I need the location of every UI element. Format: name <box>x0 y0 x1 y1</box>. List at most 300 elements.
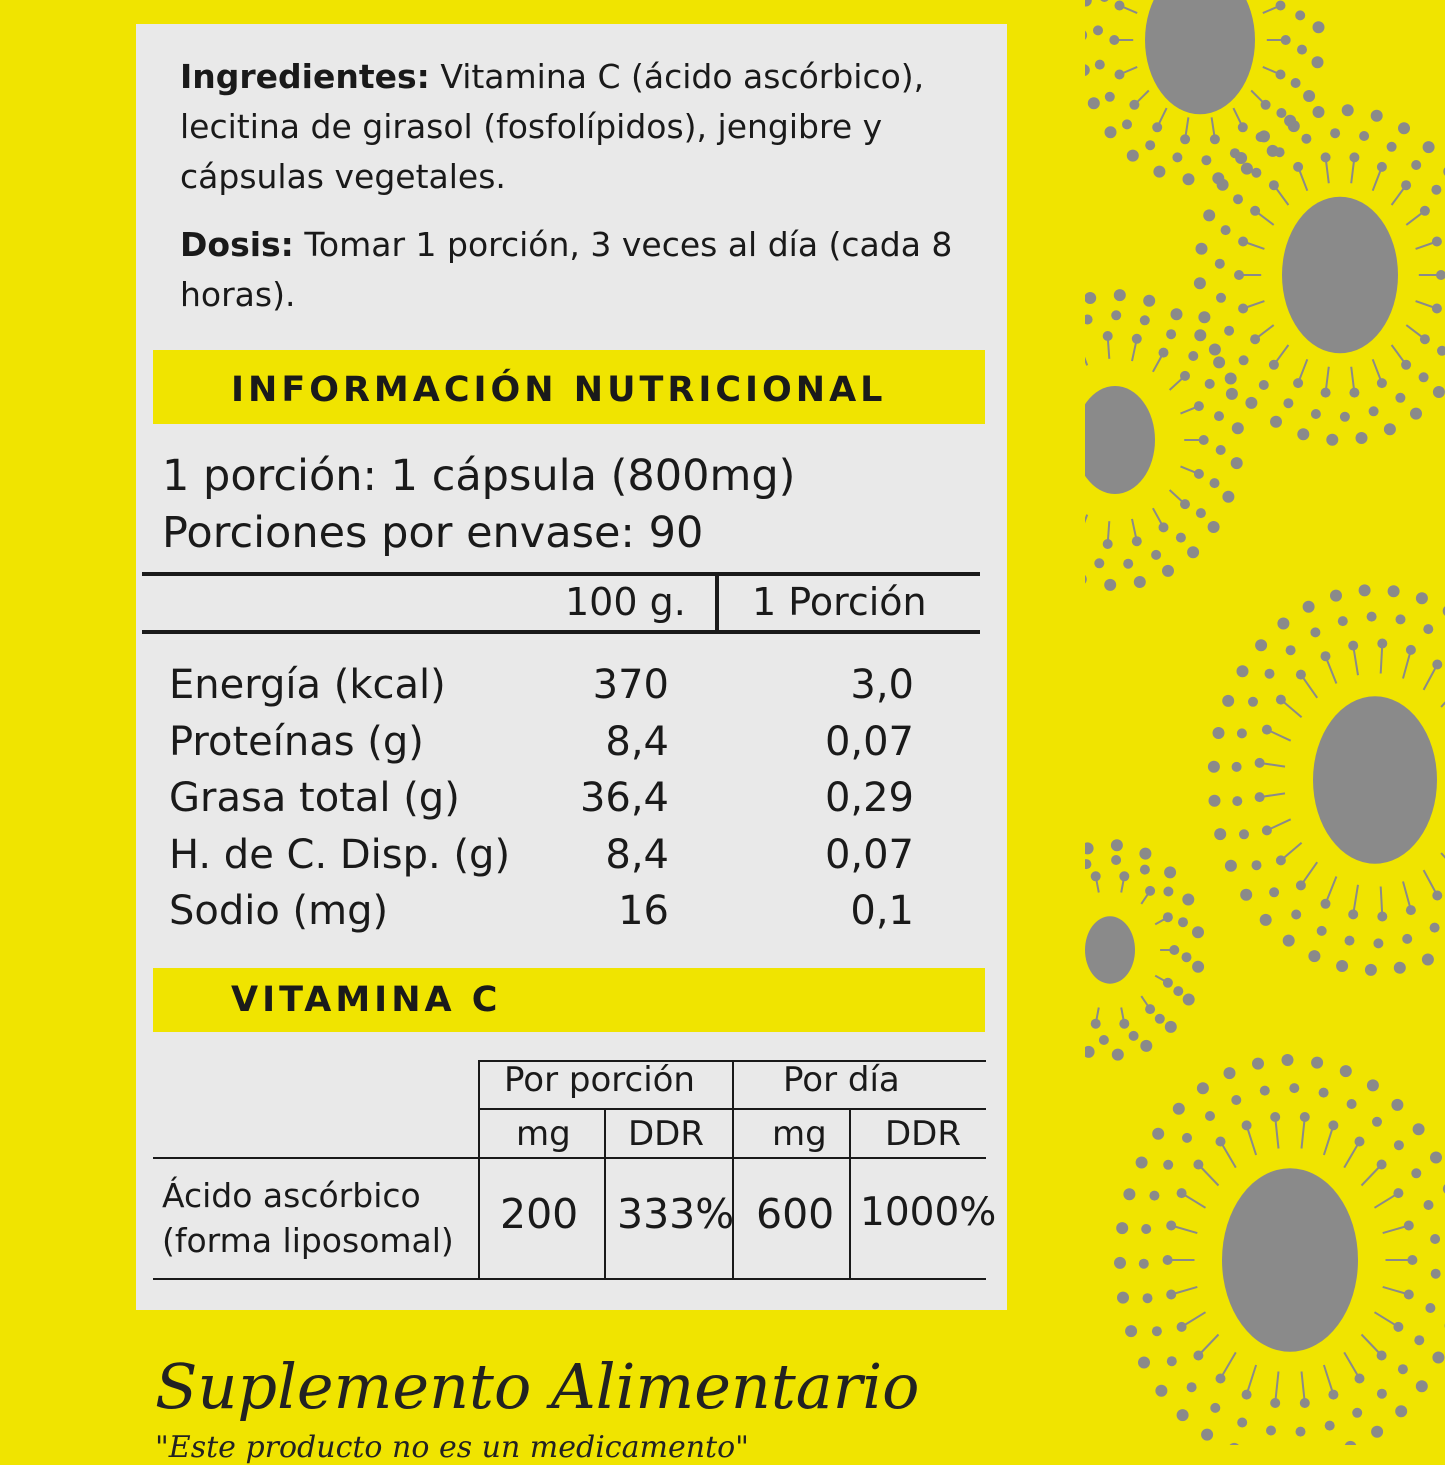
liposome-tail <box>1198 1335 1218 1356</box>
liposome-bead <box>1167 1356 1177 1366</box>
liposome-tail <box>1344 1352 1359 1378</box>
liposome-tail <box>1302 1117 1305 1149</box>
liposome-tail <box>1302 1372 1305 1404</box>
liposome-bead <box>1127 150 1139 162</box>
liposome-bead <box>1182 894 1194 906</box>
liposome-bead <box>1393 1188 1403 1198</box>
liposome-bead <box>1196 243 1208 255</box>
liposome-bead <box>1123 559 1133 569</box>
liposome-tail <box>1424 665 1438 690</box>
liposome-bead <box>1129 1031 1139 1041</box>
liposome-bead <box>1208 521 1220 533</box>
liposome-bead <box>1286 645 1296 655</box>
liposome-bead <box>1425 1303 1435 1313</box>
liposome-bead <box>1240 889 1252 901</box>
liposome-bead <box>1141 1224 1151 1234</box>
liposome-bead <box>1105 92 1115 102</box>
liposome-bead <box>1166 329 1176 339</box>
liposome-tail <box>1326 656 1337 683</box>
liposome-bead <box>1259 380 1269 390</box>
liposome-bead <box>1283 398 1293 408</box>
liposome-bead <box>1371 1426 1383 1438</box>
liposome-bead <box>1134 576 1146 588</box>
liposome-bead <box>1430 1234 1440 1244</box>
liposome-bead <box>1419 372 1429 382</box>
liposome-core <box>1085 386 1155 494</box>
liposome-tail <box>1298 359 1307 383</box>
liposome-bead <box>1371 110 1383 122</box>
liposome-bead <box>1372 1117 1382 1127</box>
liposome-bead <box>1311 1057 1323 1069</box>
value-per-serving: 0,29 <box>825 775 914 821</box>
liposome-bead <box>1239 829 1249 839</box>
liposome-pattern-icon <box>1085 0 1445 1445</box>
liposome-bead <box>1214 828 1226 840</box>
liposome-bead <box>1183 994 1195 1006</box>
liposome-bead <box>1413 1123 1425 1135</box>
liposome-bead <box>1345 1441 1357 1445</box>
liposome-bead <box>1111 839 1123 851</box>
liposome-tail <box>1182 1193 1206 1208</box>
liposome-tail <box>1375 1312 1399 1327</box>
nutrient-name: H. de C. Disp. (g) <box>169 832 510 878</box>
liposome-tail <box>1403 882 1411 911</box>
liposome-bead <box>1336 960 1348 972</box>
liposome-bead <box>1365 964 1377 976</box>
liposome-bead <box>1317 926 1327 936</box>
liposome-bead <box>1295 10 1305 20</box>
liposome-bead <box>1377 162 1387 172</box>
liposome-bead <box>1398 1364 1408 1374</box>
vitamin-table-divider <box>604 1108 606 1280</box>
liposome-bead <box>1198 311 1210 323</box>
value-per-serving: 3,0 <box>850 662 914 708</box>
liposome-bead <box>1122 119 1132 129</box>
liposome-bead <box>1149 1191 1159 1201</box>
liposome-bead <box>1152 1326 1162 1336</box>
liposome-bead <box>1231 457 1243 469</box>
liposome-bead <box>1192 926 1204 938</box>
liposome-bead <box>1291 78 1301 88</box>
liposome-bead <box>1342 104 1354 116</box>
liposome-bead <box>1255 639 1267 651</box>
liposome-bead <box>1232 762 1242 772</box>
liposome-bead <box>1085 292 1096 304</box>
liposome-bead <box>1163 1160 1173 1170</box>
liposome-bead <box>1210 1403 1220 1413</box>
table-row <box>169 888 929 944</box>
liposome-bead <box>1164 866 1176 878</box>
liposome-bead <box>1222 695 1234 707</box>
liposome-core <box>1282 197 1398 354</box>
liposome-bead <box>1416 592 1428 604</box>
liposome-bead <box>1099 1035 1109 1045</box>
liposome-bead <box>1155 1014 1165 1024</box>
liposome-bead <box>1270 416 1282 428</box>
nutrition-label-panel <box>136 24 1007 1310</box>
liposome-bead <box>1340 412 1350 422</box>
liposome-bead <box>1303 90 1315 102</box>
liposome-bead <box>1424 1200 1434 1210</box>
liposome-bead <box>1171 308 1183 320</box>
liposome-bead <box>1085 842 1094 854</box>
liposome-tail <box>1085 344 1087 365</box>
liposome-bead <box>1111 310 1121 320</box>
liposome-core <box>1085 916 1135 984</box>
value-per-100g: 36,4 <box>580 775 669 821</box>
liposome-bead <box>1178 917 1188 927</box>
liposome-bead <box>1303 601 1315 613</box>
liposome-bead <box>1313 106 1325 118</box>
liposome-bead <box>1225 373 1237 385</box>
liposome-bead <box>1205 379 1215 389</box>
value-per-serving: 0,1 <box>850 888 914 934</box>
liposome-bead <box>1192 961 1204 973</box>
liposome-bead <box>1330 128 1340 138</box>
table-row <box>169 775 929 831</box>
liposome-bead <box>1194 277 1206 289</box>
liposome-bead <box>1248 697 1258 707</box>
liposome-bead <box>1233 194 1243 204</box>
value-per-serving: 0,07 <box>825 719 914 765</box>
per-day-ddr: 1000% <box>860 1190 996 1235</box>
table-top-rule <box>142 572 980 576</box>
liposome-bead <box>1099 0 1109 2</box>
liposome-bead <box>1432 660 1442 670</box>
liposome-tail <box>1326 877 1337 904</box>
liposome-bead <box>1338 616 1348 626</box>
liposome-bead <box>1205 1111 1215 1121</box>
liposome-tail <box>1301 862 1317 885</box>
liposome-tail <box>1403 650 1411 679</box>
group-header-per-serving: Por porción <box>504 1060 695 1100</box>
liposome-bead <box>1432 1352 1444 1364</box>
liposome-bead <box>1239 355 1249 365</box>
liposome-bead <box>1182 1133 1192 1143</box>
liposome-bead <box>1163 887 1173 897</box>
liposome-bead <box>1177 1409 1189 1421</box>
liposome-bead <box>1085 29 1087 41</box>
liposome-bead <box>1359 584 1371 596</box>
liposome-tail <box>1373 359 1382 383</box>
liposome-bead <box>1139 1259 1149 1269</box>
liposome-bead <box>1163 912 1173 922</box>
liposome-bead <box>1387 142 1397 152</box>
table-row <box>169 662 929 718</box>
liposome-tail <box>1353 646 1358 676</box>
liposome-bead <box>1222 491 1234 503</box>
liposome-bead <box>1359 131 1369 141</box>
liposome-tail <box>1247 1125 1257 1155</box>
liposome-tail <box>1153 508 1164 527</box>
liposome-tail <box>1251 91 1265 105</box>
liposome-bead <box>1297 428 1309 440</box>
vitamin-heading: VITAMINA C <box>231 980 501 1020</box>
liposome-bead <box>1093 25 1103 35</box>
liposome-bead <box>1377 1389 1387 1399</box>
group-header-per-day: Por día <box>783 1060 900 1100</box>
liposome-bead <box>1432 304 1442 314</box>
liposome-bead <box>1125 1325 1137 1337</box>
liposome-bead <box>1232 422 1244 434</box>
liposome-tail <box>1182 1312 1206 1327</box>
liposome-bead <box>1237 1418 1247 1428</box>
liposome-bead <box>1277 618 1289 630</box>
vitamin-table-rule <box>153 1278 986 1280</box>
liposome-bead <box>1111 855 1121 865</box>
liposome-bead <box>1326 434 1338 446</box>
liposome-bead <box>1238 237 1248 247</box>
liposome-bead <box>1367 612 1377 622</box>
liposome-bead <box>1431 1269 1441 1279</box>
liposome-tail <box>1171 1287 1197 1295</box>
liposome-bead <box>1352 1408 1362 1418</box>
liposome-tail <box>1392 185 1407 205</box>
servings-per-container: Porciones por envase: 90 <box>162 505 703 562</box>
liposome-bead <box>1105 126 1117 138</box>
liposome-tail <box>1441 853 1445 874</box>
liposome-bead <box>1297 45 1307 55</box>
col-header-ddr: DDR <box>628 1114 704 1154</box>
liposome-bead <box>1232 796 1242 806</box>
liposome-bead <box>1095 60 1105 70</box>
col-header-serving: 1 Porción <box>752 580 927 624</box>
liposome-bead <box>1143 295 1155 307</box>
liposome-tail <box>1375 1193 1399 1208</box>
liposome-bead <box>1296 1427 1306 1437</box>
liposome-bead <box>1085 64 1090 76</box>
liposome-tail <box>1171 1226 1197 1234</box>
liposome-bead <box>1152 1128 1164 1140</box>
liposome-tail <box>1157 108 1166 127</box>
liposome-tail <box>1392 345 1407 365</box>
liposome-bead <box>1088 97 1100 109</box>
liposome-tail <box>1198 1165 1218 1186</box>
liposome-tail <box>1383 1226 1409 1234</box>
liposome-bead <box>1209 344 1221 356</box>
value-per-100g: 370 <box>593 662 669 708</box>
liposome-bead <box>1112 1049 1124 1061</box>
liposome-bead <box>1177 1188 1187 1198</box>
liposome-bead <box>1242 1120 1252 1130</box>
liposome-bead <box>1183 173 1195 185</box>
liposome-bead <box>1194 401 1204 411</box>
liposome-bead <box>1308 950 1320 962</box>
value-per-100g: 16 <box>618 888 669 934</box>
liposome-bead <box>1224 1067 1236 1079</box>
liposome-bead <box>1301 134 1311 144</box>
liposome-bead <box>1394 1140 1404 1150</box>
serving-size: 1 porción: 1 cápsula (800mg) <box>162 448 795 505</box>
liposome-bead <box>1151 550 1161 560</box>
liposome-bead <box>1182 952 1192 962</box>
liposome-bead <box>1291 910 1301 920</box>
liposome-tail <box>1441 686 1445 707</box>
liposome-bead <box>1117 1292 1129 1304</box>
liposome-bead <box>1136 1157 1148 1169</box>
liposome-bead <box>1347 1099 1357 1109</box>
liposome-tail <box>1255 211 1274 225</box>
vitamin-heading-band <box>153 968 985 1032</box>
liposome-bead <box>1422 954 1434 966</box>
liposome-bead <box>1162 565 1174 577</box>
liposome-bead <box>1432 237 1442 247</box>
liposome-bead <box>1187 546 1199 558</box>
liposome-bead <box>1260 914 1272 926</box>
liposome-bead <box>1085 859 1091 869</box>
liposome-bead <box>1209 795 1221 807</box>
liposome-tail <box>1233 108 1242 127</box>
liposome-bead <box>1094 558 1104 568</box>
liposome-core <box>1145 0 1255 114</box>
liposome-bead <box>1140 1040 1152 1052</box>
liposome-bead <box>1345 936 1355 946</box>
liposome-bead <box>1275 147 1285 157</box>
nutrient-name: Proteínas (g) <box>169 719 424 765</box>
liposome-bead <box>1414 1335 1424 1345</box>
liposome-bead <box>1140 315 1150 325</box>
per-serving-mg: 200 <box>500 1190 578 1238</box>
liposome-bead <box>1393 1322 1403 1332</box>
liposome-bead <box>1210 478 1220 488</box>
liposome-core <box>1222 1168 1358 1352</box>
liposome-bead <box>1369 406 1379 416</box>
liposome-bead <box>1241 163 1253 175</box>
liposome-bead <box>1153 166 1165 178</box>
per-serving-ddr: 333% <box>617 1190 734 1238</box>
vitamin-row-form: (forma liposomal) <box>162 1221 454 1260</box>
liposome-bead <box>1197 1082 1209 1094</box>
liposome-bead <box>1432 891 1442 901</box>
liposome-bead <box>1430 1152 1442 1164</box>
liposome-bead <box>1214 411 1224 421</box>
vitamin-row-name: Ácido ascórbico <box>162 1176 421 1215</box>
liposome-bead <box>1085 315 1093 325</box>
liposome-bead <box>1433 386 1445 398</box>
footer-subtitle: "Este producto no es un medicamento" <box>155 1430 749 1465</box>
liposome-tail <box>1221 1142 1236 1168</box>
liposome-bead <box>1411 1168 1421 1178</box>
liposome-bead <box>1194 469 1204 479</box>
liposome-tail <box>1275 1117 1278 1149</box>
liposome-tail <box>1406 211 1425 225</box>
liposome-tail <box>1324 1365 1334 1395</box>
liposome-bead <box>1395 1405 1407 1417</box>
liposome-bead <box>1196 508 1206 518</box>
liposome-bead <box>1266 1426 1276 1436</box>
dosage-label: Dosis: <box>180 225 294 264</box>
liposome-bead <box>1289 1083 1299 1093</box>
liposome-tail <box>1267 730 1291 741</box>
liposome-bead <box>1221 225 1231 235</box>
nutrient-name: Sodio (mg) <box>169 888 388 934</box>
liposome-bead <box>1311 409 1321 419</box>
liposome-tail <box>1274 185 1289 205</box>
liposome-tail <box>1275 1372 1278 1404</box>
liposome-bead <box>1283 935 1295 947</box>
liposome-bead <box>1085 1046 1095 1058</box>
liposome-bead <box>1116 1222 1128 1234</box>
liposome-bead <box>1269 887 1279 897</box>
liposome-bead <box>1245 397 1257 409</box>
liposome-bead <box>1217 179 1229 191</box>
vitamin-table-divider <box>478 1060 480 1280</box>
vitamin-table-divider <box>732 1060 734 1280</box>
liposome-bead <box>1423 141 1435 153</box>
liposome-bead <box>1423 624 1433 634</box>
vitamin-table-divider <box>849 1108 851 1280</box>
liposome-bead <box>1238 304 1248 314</box>
liposome-tail <box>1281 843 1302 861</box>
liposome-bead <box>1431 185 1441 195</box>
liposome-bead <box>1328 1390 1338 1400</box>
liposome-bead <box>1224 326 1234 336</box>
ingredients-label: Ingredientes: <box>180 57 430 96</box>
table-row <box>169 832 929 888</box>
liposome-bead <box>1373 938 1383 948</box>
liposome-tail <box>1324 1125 1334 1155</box>
liposome-bead <box>1143 1293 1153 1303</box>
liposome-bead <box>1216 445 1226 455</box>
liposome-core <box>1313 696 1437 863</box>
liposome-bead <box>1140 865 1150 875</box>
liposome-bead <box>1188 351 1198 361</box>
liposome-bead <box>1330 590 1342 602</box>
liposome-bead <box>1165 1021 1177 1033</box>
liposome-bead <box>1395 393 1405 403</box>
liposome-bead <box>1377 378 1387 388</box>
liposome-bead <box>1398 122 1410 134</box>
liposome-bead <box>1325 1421 1335 1431</box>
liposome-bead <box>1216 293 1226 303</box>
liposome-bead <box>1163 978 1173 988</box>
liposome-tail <box>1362 1335 1382 1356</box>
liposome-bead <box>1213 727 1225 739</box>
liposome-bead <box>1114 1257 1126 1269</box>
liposome-tail <box>1170 490 1185 504</box>
liposome-bead <box>1437 346 1445 356</box>
liposome-bead <box>1356 432 1368 444</box>
liposome-bead <box>1252 860 1262 870</box>
liposome-bead <box>1402 934 1412 944</box>
liposome-tail <box>1267 819 1291 830</box>
liposome-tail <box>1383 1287 1409 1295</box>
liposome-bead <box>1416 1380 1428 1392</box>
liposome-bead <box>1226 388 1238 400</box>
table-row <box>169 719 929 775</box>
liposome-tail <box>1301 675 1317 698</box>
liposome-tail <box>1221 1352 1236 1378</box>
liposome-bead <box>1114 289 1126 301</box>
liposome-tail <box>1281 700 1302 718</box>
table-column-divider <box>715 574 719 632</box>
liposome-bead <box>1194 329 1206 341</box>
liposome-bead <box>1282 1054 1294 1066</box>
nutrient-name: Energía (kcal) <box>169 662 446 708</box>
liposome-bead <box>1293 162 1303 172</box>
liposome-bead <box>1201 155 1211 165</box>
liposome-bead <box>1388 585 1400 597</box>
liposome-bead <box>1367 1079 1379 1091</box>
liposome-bead <box>1213 356 1225 368</box>
liposome-tail <box>1170 376 1185 390</box>
liposome-bead <box>1208 761 1220 773</box>
liposome-bead <box>1260 1086 1270 1096</box>
vitamin-table-rule <box>153 1157 986 1159</box>
liposome-bead <box>1242 1390 1252 1400</box>
liposome-bead <box>1251 168 1261 178</box>
table-header-rule <box>142 630 980 634</box>
